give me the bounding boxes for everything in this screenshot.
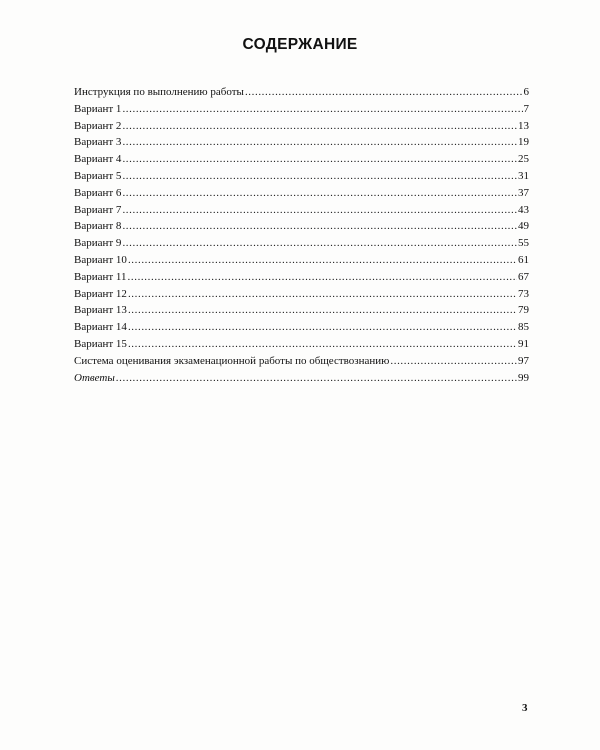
toc-entry-label: Вариант 6 <box>74 186 122 199</box>
toc-entry-answers <box>74 370 529 387</box>
toc-entry-variant-5 <box>74 168 529 185</box>
toc-entry-label: Ответы <box>74 371 115 384</box>
toc-entry-label: Вариант 11 <box>74 270 127 283</box>
toc-entry-page: 49 <box>518 220 529 233</box>
toc-entry-label: Вариант 13 <box>74 304 127 317</box>
toc-entry-variant-9 <box>74 235 529 252</box>
toc-entry-page: 55 <box>518 237 529 250</box>
toc-entry-label: Вариант 9 <box>74 237 122 250</box>
toc-entry-variant-4 <box>74 151 529 168</box>
toc-entry-variant-6 <box>74 185 529 202</box>
toc-entry-variant-12 <box>74 286 529 303</box>
toc-entry-label: Вариант 8 <box>74 220 122 233</box>
toc-entry-page: 6 <box>523 86 529 98</box>
toc-entry-page: 61 <box>518 253 529 266</box>
toc-entry-page: 99 <box>518 371 529 384</box>
toc-entry-page: 85 <box>518 321 529 334</box>
toc-entry-label: Вариант 1 <box>74 102 122 115</box>
toc-entry-variant-10 <box>74 252 529 269</box>
toc-entry-label: Вариант 10 <box>74 253 127 266</box>
toc-leader-dots <box>128 286 517 303</box>
toc-leader-dots <box>122 151 517 168</box>
toc-entry-instructions <box>74 84 529 101</box>
toc-entry-page: 37 <box>518 186 529 199</box>
toc-entry-variant-14 <box>74 319 529 336</box>
toc-entry-variant-2 <box>74 118 529 135</box>
page-title: СОДЕРЖАНИЕ <box>242 36 358 53</box>
toc-entry-variant-13 <box>74 302 529 319</box>
toc-leader-dots <box>122 118 517 135</box>
toc-entry-page: 31 <box>518 169 529 182</box>
toc-leader-dots <box>128 302 517 319</box>
toc-entry-variant-3 <box>74 134 529 151</box>
toc-entry-page: 97 <box>518 354 529 367</box>
toc-leader-dots <box>122 134 517 151</box>
toc-leader-dots <box>116 370 517 387</box>
toc-leader-dots <box>128 252 517 269</box>
toc-entry-page: 73 <box>518 287 529 300</box>
toc-entry-page: 19 <box>518 136 529 149</box>
toc-entry-label: Вариант 14 <box>74 321 127 334</box>
page-number: 3 <box>522 702 528 714</box>
toc-leader-dots <box>245 84 523 101</box>
toc-leader-dots <box>122 235 517 252</box>
toc-entry-label: Система оценивания экзаменационной работы по обществознанию <box>74 354 390 367</box>
toc-leader-dots <box>128 336 517 353</box>
toc-leader-dots <box>122 185 517 202</box>
toc-entry-page: 67 <box>518 270 529 283</box>
toc-entry-variant-15 <box>74 336 529 353</box>
toc-entry-variant-1 <box>74 101 529 118</box>
toc-entry-label: Вариант 3 <box>74 136 122 149</box>
toc-entry-label: Вариант 2 <box>74 119 122 132</box>
toc-entry-label: Инструкция по выполнению работы <box>74 86 244 98</box>
toc-leader-dots <box>122 218 517 235</box>
toc-entry-variant-7 <box>74 202 529 219</box>
table-of-contents <box>74 84 529 386</box>
toc-leader-dots <box>122 168 517 185</box>
toc-entry-page: 7 <box>523 102 529 115</box>
toc-entry-page: 79 <box>518 304 529 317</box>
toc-leader-dots <box>128 319 517 336</box>
toc-entry-variant-11 <box>74 269 529 286</box>
toc-leader-dots <box>122 101 522 118</box>
toc-entry-page: 91 <box>518 337 529 350</box>
toc-entry-page: 43 <box>518 203 529 216</box>
toc-entry-grading-system <box>74 353 529 370</box>
toc-leader-dots <box>390 353 517 370</box>
toc-entry-label: Вариант 7 <box>74 203 122 216</box>
toc-entry-label: Вариант 15 <box>74 337 127 350</box>
toc-entry-variant-8 <box>74 218 529 235</box>
toc-entry-label: Вариант 5 <box>74 169 122 182</box>
toc-leader-dots <box>122 202 517 219</box>
toc-entry-page: 13 <box>518 119 529 132</box>
toc-entry-label: Вариант 12 <box>74 287 127 300</box>
toc-leader-dots <box>128 269 517 286</box>
toc-entry-label: Вариант 4 <box>74 153 122 166</box>
toc-entry-page: 25 <box>518 153 529 166</box>
